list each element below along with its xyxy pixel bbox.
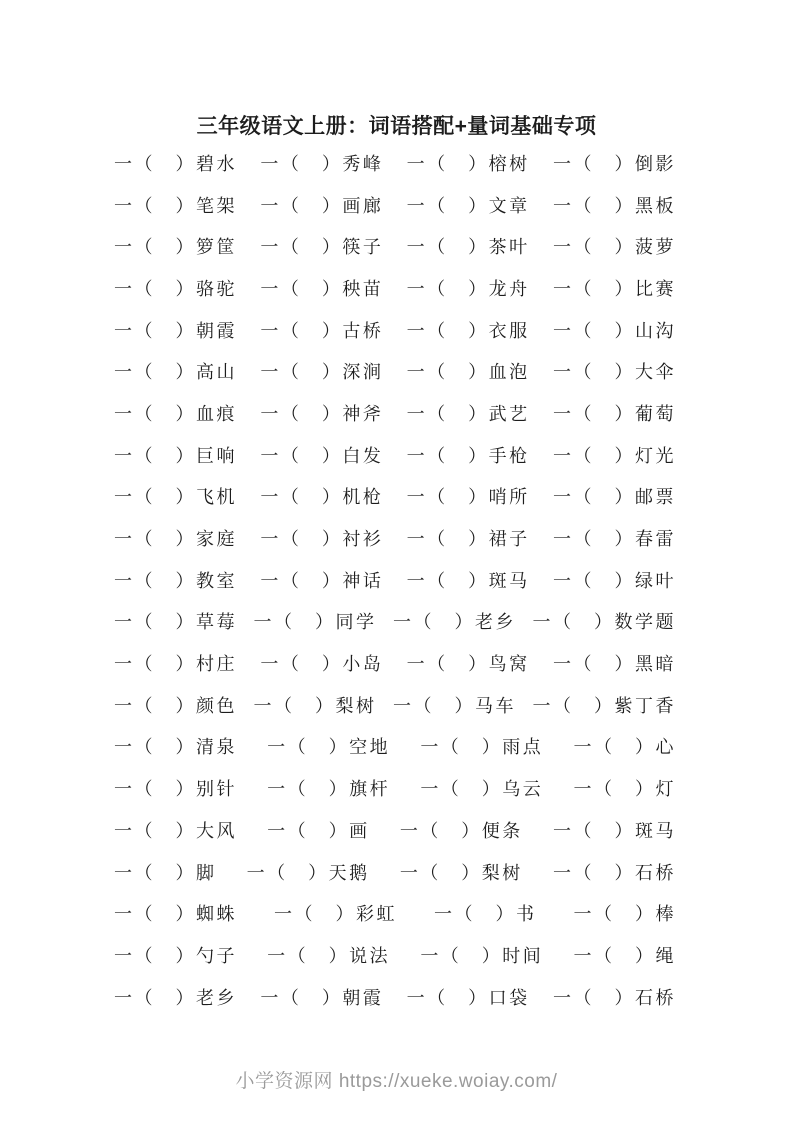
- exercise-item: 一（ ）碧水: [114, 153, 237, 174]
- exercise-item: 一（ ）骆驼: [114, 278, 237, 299]
- exercise-item: 一（ ）颜色: [114, 695, 237, 716]
- exercise-item: 一（ ）乌云: [420, 779, 544, 800]
- exercise-item: 一（ ）筷子: [260, 237, 384, 258]
- exercise-item: 一（ ）草莓: [114, 612, 237, 633]
- exercise-item: 一（ ）白发: [260, 445, 384, 466]
- exercise-item: 一（ ）同学: [253, 612, 377, 633]
- exercise-item: 一（ ）巨响: [114, 445, 237, 466]
- exercise-row: [114, 392, 676, 434]
- exercise-item: 一（ ）文章: [406, 195, 530, 216]
- exercise-item: 一（ ）蜘蛛: [114, 904, 237, 925]
- exercise-row: [114, 601, 676, 643]
- exercise-item: 一（ ）梨树: [253, 695, 377, 716]
- exercise-item: 一（ ）秧苗: [260, 278, 384, 299]
- exercise-item: 一（ ）比赛: [552, 278, 676, 299]
- exercise-item: 一（ ）便条: [399, 820, 523, 841]
- exercise-row: [114, 434, 676, 476]
- exercise-row: [114, 767, 676, 809]
- exercise-row: [114, 726, 676, 768]
- watermark-text: 小学资源网 https://xueke.woiay.com/: [235, 1071, 558, 1092]
- exercise-item: 一（ ）葡萄: [552, 403, 676, 424]
- exercise-row: [114, 267, 676, 309]
- exercise-item: 一（ ）老乡: [114, 987, 237, 1008]
- exercise-item: 一（ ）血痕: [114, 403, 237, 424]
- exercise-item: 一（ ）裙子: [406, 529, 530, 550]
- exercise-item: 一（ ）紫丁香: [532, 695, 676, 716]
- exercise-row: [114, 559, 676, 601]
- exercise-item: 一（ ）龙舟: [406, 278, 530, 299]
- exercise-item: 一（ ）绿叶: [552, 570, 676, 591]
- exercise-item: 一（ ）清泉: [114, 737, 237, 758]
- exercise-item: 一（ ）天鹅: [246, 862, 370, 883]
- exercise-item: 一（ ）彩虹: [274, 904, 397, 925]
- exercise-item: 一（ ）神话: [260, 570, 384, 591]
- exercise-item: 一（ ）旗杆: [267, 779, 391, 800]
- exercise-item: 一（ ）书: [434, 904, 537, 925]
- exercise-item: 一（ ）石桥: [552, 862, 676, 883]
- exercise-item: 一（ ）画廊: [260, 195, 384, 216]
- exercise-item: 一（ ）古桥: [260, 320, 384, 341]
- exercise-item: 一（ ）秀峰: [260, 153, 384, 174]
- exercise-item: 一（ ）灯: [573, 779, 676, 800]
- exercise-item: 一（ ）马车: [393, 695, 516, 716]
- exercise-item: 一（ ）画: [267, 820, 370, 841]
- exercise-item: 一（ ）箩筐: [114, 237, 237, 258]
- exercise-item: 一（ ）说法: [267, 945, 391, 966]
- exercise-item: 一（ ）哨所: [406, 487, 530, 508]
- exercise-item: 一（ ）灯光: [552, 445, 676, 466]
- exercise-row: [114, 184, 676, 226]
- exercise-item: 一（ ）数学题: [532, 612, 676, 633]
- exercise-item: 一（ ）深涧: [260, 362, 384, 383]
- exercise-item: 一（ ）小岛: [260, 654, 384, 675]
- exercise-item: 一（ ）山沟: [552, 320, 676, 341]
- exercise-row: [114, 642, 676, 684]
- exercise-row: [114, 684, 676, 726]
- exercise-row: [114, 309, 676, 351]
- exercise-item: 一（ ）邮票: [552, 487, 676, 508]
- exercise-item: 一（ ）茶叶: [406, 237, 530, 258]
- exercise-item: 一（ ）时间: [420, 945, 544, 966]
- exercise-item: 一（ ）黑暗: [552, 654, 676, 675]
- exercise-item: 一（ ）别针: [114, 779, 237, 800]
- exercise-item: 一（ ）空地: [267, 737, 391, 758]
- exercise-item: 一（ ）高山: [114, 362, 237, 383]
- exercise-item: 一（ ）棒: [573, 904, 676, 925]
- exercise-item: 一（ ）朝霞: [114, 320, 237, 341]
- exercise-item: 一（ ）教室: [114, 570, 237, 591]
- exercise-item: 一（ ）衣服: [406, 320, 530, 341]
- exercise-item: 一（ ）菠萝: [552, 237, 676, 258]
- exercise-item: 一（ ）石桥: [552, 987, 676, 1008]
- exercise-item: 一（ ）笔架: [114, 195, 237, 216]
- exercise-item: 一（ ）衬衫: [260, 529, 384, 550]
- exercise-row: [114, 225, 676, 267]
- exercise-row: [114, 892, 676, 934]
- exercise-item: 一（ ）脚: [114, 862, 217, 883]
- exercise-item: 一（ ）口袋: [406, 987, 530, 1008]
- exercise-item: 一（ ）朝霞: [260, 987, 384, 1008]
- page-title: 三年级语文上册：词语搭配+量词基础专项: [196, 115, 597, 138]
- exercise-item: 一（ ）大伞: [552, 362, 676, 383]
- exercise-item: 一（ ）雨点: [420, 737, 544, 758]
- exercise-item: 一（ ）倒影: [552, 153, 676, 174]
- exercise-item: 一（ ）梨树: [399, 862, 523, 883]
- exercise-item: 一（ ）斑马: [406, 570, 530, 591]
- exercise-item: 一（ ）飞机: [114, 487, 237, 508]
- exercise-row: [114, 934, 676, 976]
- exercise-item: 一（ ）武艺: [406, 403, 530, 424]
- exercise-item: 一（ ）家庭: [114, 529, 237, 550]
- exercise-item: 一（ ）血泡: [406, 362, 530, 383]
- exercise-item: 一（ ）榕树: [406, 153, 530, 174]
- exercise-row: [114, 809, 676, 851]
- exercise-item: 一（ ）手枪: [406, 445, 530, 466]
- exercise-item: 一（ ）神斧: [260, 403, 384, 424]
- exercise-row: [114, 517, 676, 559]
- exercise-item: 一（ ）黑板: [552, 195, 676, 216]
- exercise-item: 一（ ）大风: [114, 820, 237, 841]
- exercise-row: [114, 851, 676, 893]
- exercise-list: [114, 142, 676, 1017]
- exercise-item: 一（ ）勺子: [114, 945, 237, 966]
- exercise-item: 一（ ）机枪: [260, 487, 384, 508]
- exercise-item: 一（ ）春雷: [552, 529, 676, 550]
- exercise-item: 一（ ）老乡: [393, 612, 516, 633]
- exercise-item: 一（ ）斑马: [552, 820, 676, 841]
- exercise-row: [114, 476, 676, 518]
- exercise-item: 一（ ）心: [573, 737, 676, 758]
- exercise-row: [114, 350, 676, 392]
- exercise-item: 一（ ）绳: [573, 945, 676, 966]
- exercise-row: [114, 142, 676, 184]
- exercise-item: 一（ ）鸟窝: [406, 654, 530, 675]
- exercise-item: 一（ ）村庄: [114, 654, 237, 675]
- exercise-row: [114, 976, 676, 1018]
